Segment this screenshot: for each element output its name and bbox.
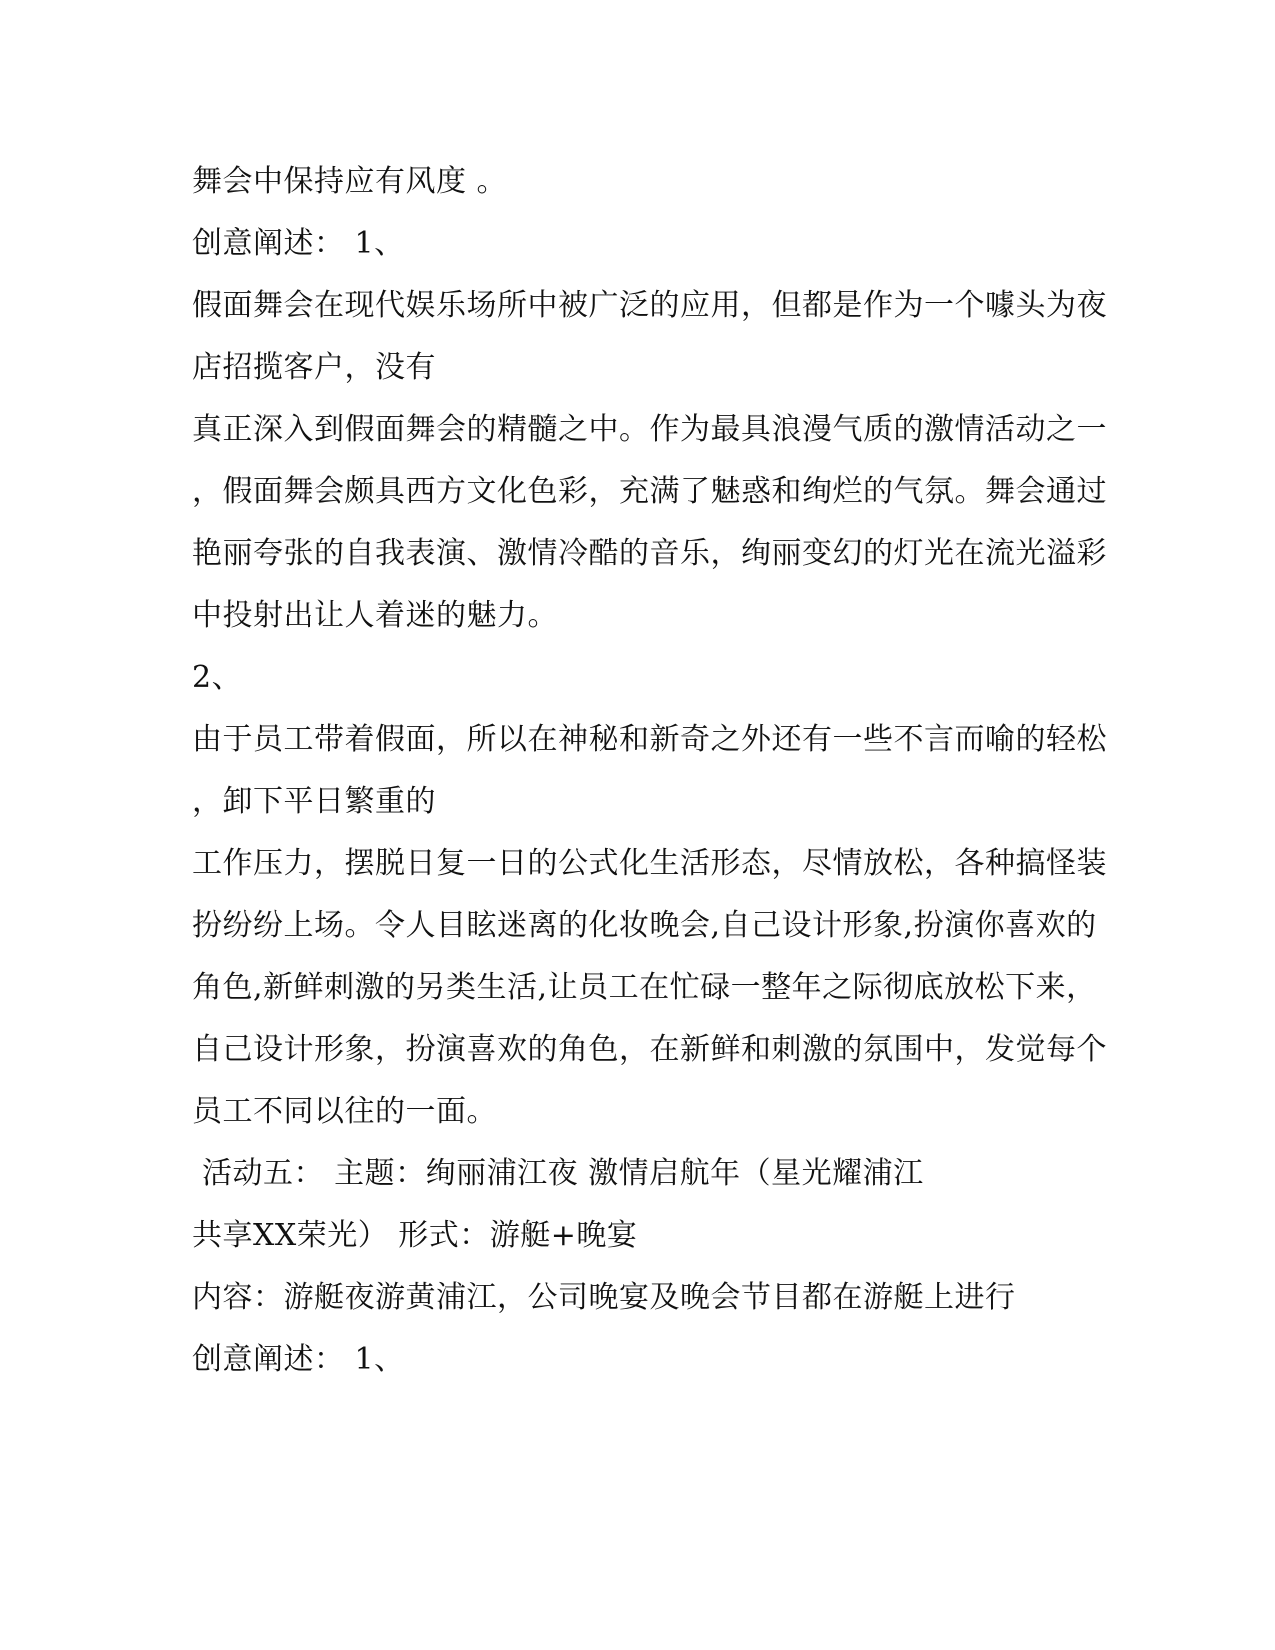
text-line: 艳丽夸张的自我表演、激情冷酷的音乐，绚丽变幻的灯光在流光溢彩 [192,536,1107,571]
text-line: 假面舞会在现代娱乐场所中被广泛的应用，但都是作为一个噱头为夜 [192,288,1107,323]
text-line: 工作压力，摆脱日复一日的公式化生活形态，尽情放松，各种搞怪装 [192,846,1107,881]
text-line: 员工不同以往的一面。 [192,1094,497,1129]
text-line: 活动五： 主题：绚丽浦江夜 激情启航年（星光耀浦江 [192,1156,924,1191]
text-line: 内容：游艇夜游黄浦江，公司晚宴及晚会节目都在游艇上进行 [192,1280,1016,1315]
text-line: 角色,新鲜刺激的另类生活,让员工在忙碌一整年之际彻底放松下来， [192,970,1097,1005]
text-line: 创意阐述： 1、 [192,1342,405,1377]
text-line: 创意阐述： 1、 [192,226,405,261]
text-line: 共享XX荣光） 形式：游艇+晚宴 [192,1218,638,1253]
text-line: 扮纷纷上场。令人目眩迷离的化妆晚会,自己设计形象,扮演你喜欢的 [192,908,1097,943]
text-line: 2、 [192,660,243,695]
text-line: 自己设计形象，扮演喜欢的角色，在新鲜和刺激的氛围中，发觉每个 [192,1032,1107,1067]
text-line: 真正深入到假面舞会的精髓之中。作为最具浪漫气质的激情活动之一 [192,412,1107,447]
text-line: ，卸下平日繁重的 [192,784,436,819]
text-line: ，假面舞会颇具西方文化色彩，充满了魅惑和绚烂的气氛。舞会通过 [192,474,1107,509]
text-line: 店招揽客户，没有 [192,350,436,385]
text-line: 舞会中保持应有风度 。 [192,164,508,199]
text-line: 由于员工带着假面，所以在神秘和新奇之外还有一些不言而喻的轻松 [192,722,1107,757]
text-line: 中投射出让人着迷的魅力。 [192,598,558,633]
